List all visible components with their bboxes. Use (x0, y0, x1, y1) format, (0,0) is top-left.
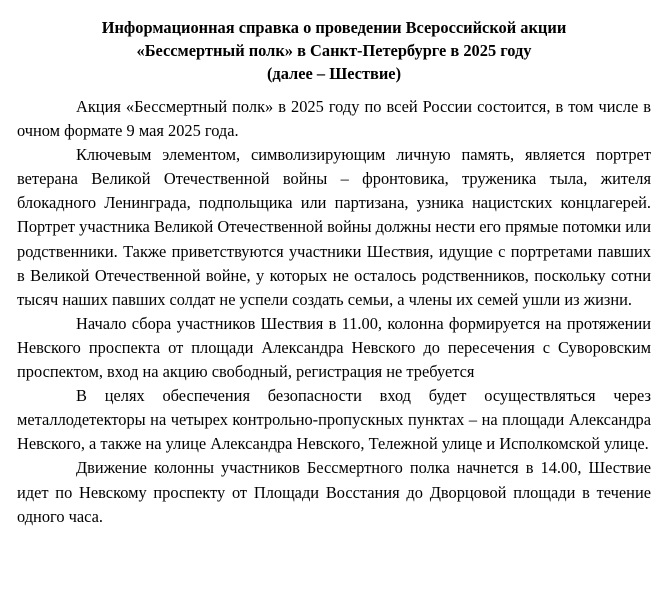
paragraph-2: Ключевым элементом, символизирующим личную память, является портрет ветерана Великой Отечественной войны – фронтовика, труженика тыла, жителя блокадного Ленинграда, подпольщика или партизана, узника нацистских концлагерей. Портрет участника Великой Отечественной войны должны нести его прямые потомки или родственники. Также приветствуются участники Шествия, идущие с портретами павших в Великой Отечественной войне, у которых не осталось родственников, поскольку сотни тысяч наших павших солдат не успели создать семьи, а члены их семей ушли из жизни. (17, 145, 651, 309)
paragraph-4: В целях обеспечения безопасности вход будет осуществляться через металлодетекторы на четырех контрольно-пропускных пунктах – на площади Александра Невского, а также на улице Александра Невского, Тележной улице и Исполкомской улице. (17, 386, 651, 454)
title-line-3: (далее – Шествие) (266, 64, 402, 83)
title-line-1: Информационная справка о проведении Всероссийской акции (101, 18, 567, 37)
paragraph-5: Движение колонны участников Бессмертного полка начнется в 14.00, Шествие идет по Невскому проспекту от Площади Восстания до Дворцовой площади в течение одного часа. (17, 458, 651, 526)
paragraph-3: Начало сбора участников Шествия в 11.00, колонна формируется на протяжении Невского проспекта от площади Александра Невского до пересечения с Суворовским проспектом, вход на акцию свободный, регистрация не требуется (17, 313, 651, 382)
paragraph-1: Акция «Бессмертный полк» в 2025 году по всей России состоится, в том числе в очном формате 9 мая 2025 года. (17, 97, 651, 141)
document-title (17, 16, 651, 85)
title-line-2: «Бессмертный полк» в Санкт-Петербурге в 2025 году (136, 41, 532, 60)
